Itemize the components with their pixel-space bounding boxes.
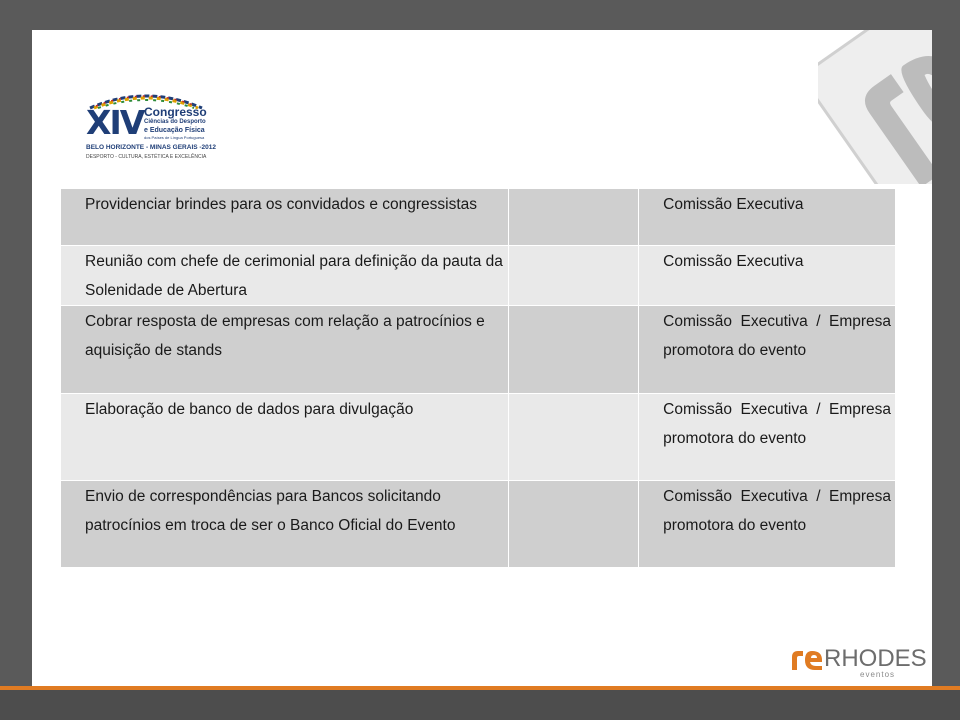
date-cell [509, 481, 639, 568]
task-cell: Providenciar brindes para os convidados e congressistas [61, 189, 509, 246]
table-row [61, 246, 896, 306]
responsible-cell: Comissão Executiva [639, 246, 896, 306]
rhodes-wordmark: RHODES [824, 645, 927, 672]
table-row [61, 306, 896, 394]
responsible-cell: Comissão Executiva / Empresa promotora do evento [639, 394, 896, 481]
logo-line-paises: dos Países de Língua Portuguesa [144, 135, 205, 140]
task-table-body [61, 189, 896, 568]
logo-line-educacao: e Educação Física [144, 127, 205, 134]
re-watermark-logo [818, 30, 932, 184]
date-cell [509, 306, 639, 394]
task-cell: Elaboração de banco de dados para divulgação [61, 394, 509, 481]
re-logo-icon [790, 648, 824, 672]
logo-tagline: DESPORTO - CULTURA, ESTÉTICA E EXCELÊNCIA [86, 154, 207, 160]
task-cell: Reunião com chefe de cerimonial para definição da pauta da Solenidade de Abertura [61, 246, 509, 306]
task-cell: Envio de correspondências para Bancos solicitando patrocínios em troca de ser o Banco Oficial do Evento [61, 481, 509, 568]
date-cell [509, 394, 639, 481]
table-row [61, 189, 896, 246]
footer-band [0, 690, 960, 720]
logo-line-ciencias: Ciências do Desporto [144, 119, 206, 125]
task-cell: Cobrar resposta de empresas com relação a patrocínios e aquisição de stands [61, 306, 509, 394]
rhodes-eventos-logo [790, 645, 927, 679]
logo-city: BELO HORIZONTE - MINAS GERAIS -2012 [86, 144, 217, 151]
table-row [61, 394, 896, 481]
task-table [60, 188, 896, 568]
congress-logo [86, 90, 217, 170]
responsible-cell: Comissão Executiva / Empresa promotora do evento [639, 306, 896, 394]
table-row [61, 481, 896, 568]
date-cell [509, 189, 639, 246]
logo-roman-numeral: XIV [86, 103, 144, 142]
responsible-cell: Comissão Executiva / Empresa promotora do evento [639, 481, 896, 568]
date-cell [509, 246, 639, 306]
logo-congresso-text: Congresso [144, 105, 207, 119]
rhodes-subtitle: eventos [860, 670, 896, 679]
responsible-cell: Comissão Executiva [639, 189, 896, 246]
